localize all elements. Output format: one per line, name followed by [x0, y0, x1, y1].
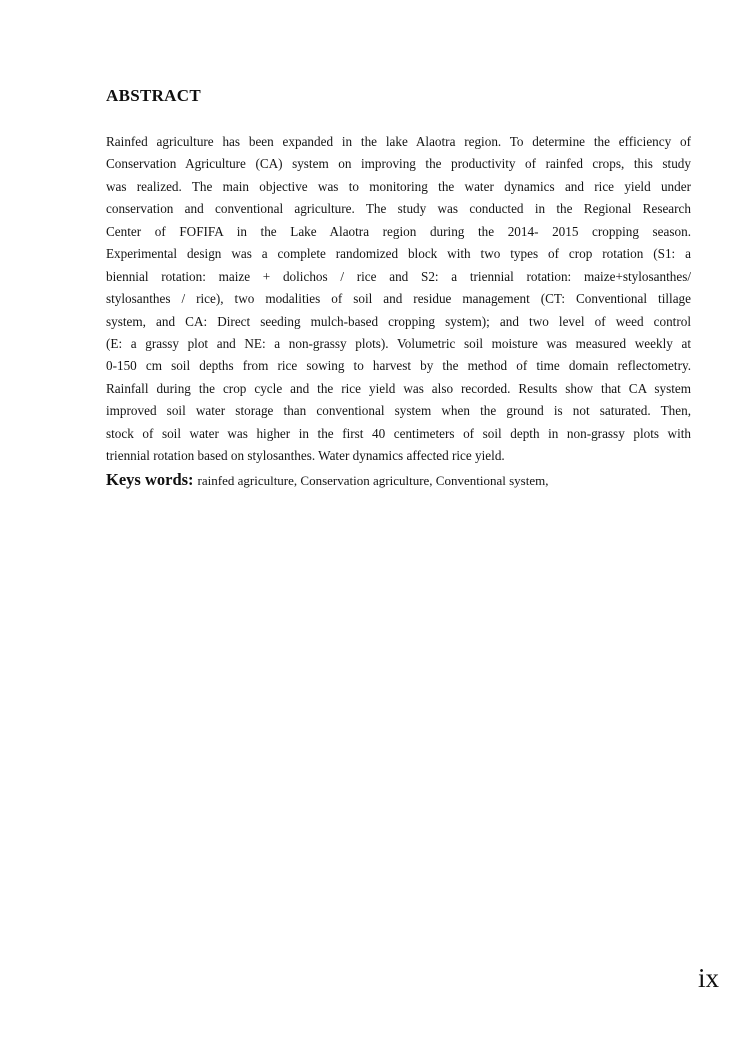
paragraph-line: was realized. The main objective was to monitoring the water dynamics and rice yield under — [106, 178, 691, 194]
paragraph-line: triennial rotation based on stylosanthes. Water dynamics affected rice yield. — [106, 448, 505, 464]
paragraph-line: Rainfall during the crop cycle and the rice yield was also recorded. Results show that CA system — [106, 380, 691, 396]
paragraph-line: Experimental design was a complete randomized block with two types of crop rotation (S1: a — [106, 246, 691, 262]
paragraph-line: stock of soil water was higher in the first 40 centimeters of soil depth in non-grassy plots with — [106, 425, 691, 441]
keywords-line — [106, 470, 691, 490]
paragraph-line: conservation and conventional agriculture. The study was conducted in the Regional Research — [106, 201, 691, 217]
paragraph-line: Conservation Agriculture (CA) system on improving the productivity of rainfed crops, this study — [106, 156, 691, 172]
abstract-heading: ABSTRACT — [106, 86, 201, 105]
paragraph-line: (E: a grassy plot and NE: a non-grassy plots). Volumetric soil moisture was measured weekly at — [106, 335, 691, 351]
paragraph-line: system, and CA: Direct seeding mulch-based cropping system); and two level of weed control — [106, 313, 691, 329]
paragraph-line: stylosanthes / rice), two modalities of soil and residue management (CT: Conventional tillage — [106, 291, 691, 307]
paragraph-line: 0-150 cm soil depths from rice sowing to harvest by the method of time domain reflectometry. — [106, 358, 691, 374]
keywords-text: rainfed agriculture, Conservation agriculture, Conventional system, — [197, 473, 549, 488]
paragraph-line: improved soil water storage than conventional system when the ground is not saturated. Then, — [106, 403, 691, 419]
page-number: ix — [698, 963, 720, 993]
abstract-paragraph — [106, 131, 691, 468]
paragraph-line: biennial rotation: maize + dolichos / rice and S2: a triennial rotation: maize+stylosanthes/ — [106, 268, 691, 284]
paragraph-line: Center of FOFIFA in the Lake Alaotra region during the 2014- 2015 cropping season. — [106, 223, 691, 239]
paragraph-line: Rainfed agriculture has been expanded in the lake Alaotra region. To determine the efficiency of — [106, 134, 691, 149]
keywords-label: Keys words: — [106, 470, 194, 489]
